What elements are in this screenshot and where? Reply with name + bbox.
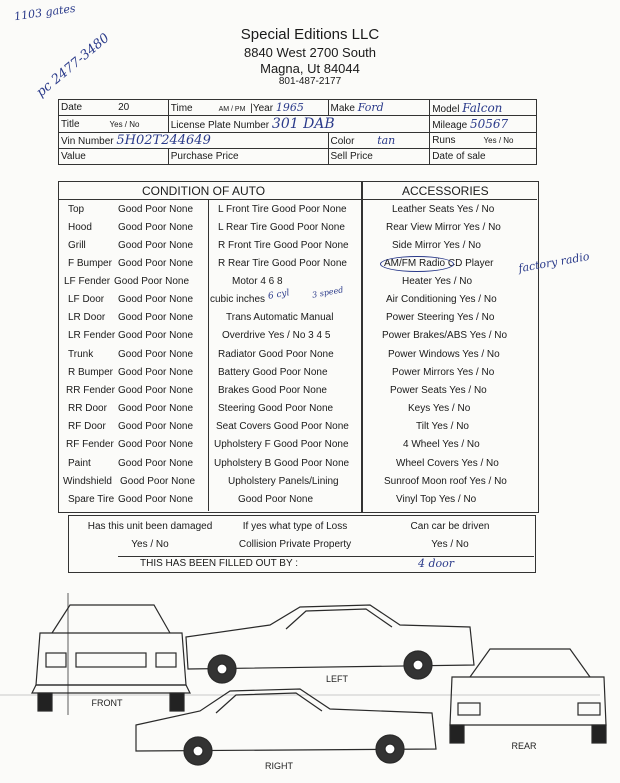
cond-right-item[interactable]: Trans Automatic Manual xyxy=(226,312,334,323)
rear-label: REAR xyxy=(511,741,537,751)
cond-item[interactable]: Windshield xyxy=(63,476,112,487)
cond-item[interactable]: RR Fender xyxy=(66,385,115,396)
accessory-item[interactable]: Side Mirror Yes / No xyxy=(392,240,481,251)
accessory-item[interactable]: Heater Yes / No xyxy=(402,276,473,287)
cond-right-item[interactable]: Upholstery B Good Poor None xyxy=(214,458,350,469)
cond-item[interactable]: RF Fender xyxy=(66,439,114,450)
accessory-item[interactable]: Power Steering Yes / No xyxy=(386,312,495,323)
rating-options[interactable]: Good Poor None xyxy=(118,330,194,341)
vin-cell[interactable]: Vin Number 5H02T244649 xyxy=(59,133,329,149)
accessories-title: ACCESSORIES xyxy=(402,184,489,198)
rating-options[interactable]: Good Poor None xyxy=(118,240,194,251)
accessory-item[interactable]: Rear View Mirror Yes / No xyxy=(386,222,501,233)
cond-right-item[interactable]: Motor 4 6 8 xyxy=(232,276,283,287)
purchase-price-cell[interactable]: Purchase Price xyxy=(168,149,328,165)
accessory-item[interactable]: Power Brakes/ABS Yes / No xyxy=(382,330,508,341)
cond-item[interactable]: RF Door xyxy=(68,421,106,432)
accessory-item[interactable]: Air Conditioning Yes / No xyxy=(386,294,497,305)
can-drive-yes-no[interactable]: Yes / No xyxy=(431,539,469,550)
rating-options[interactable]: Good Poor None xyxy=(118,421,194,432)
rating-options[interactable]: Good Poor None xyxy=(118,258,194,269)
side-note: pc 2477-3480 xyxy=(33,30,113,101)
cond-item[interactable]: Trunk xyxy=(68,349,94,360)
cond-right-item[interactable]: Steering Good Poor None xyxy=(218,403,334,414)
top-note: 1103 gates xyxy=(13,1,77,24)
rating-options[interactable]: Good Poor None xyxy=(118,367,194,378)
accessory-item[interactable]: Power Seats Yes / No xyxy=(390,385,487,396)
cond-item[interactable]: Paint xyxy=(68,458,91,469)
cond-item[interactable]: Top xyxy=(68,204,85,215)
color-cell[interactable]: Color tan xyxy=(328,133,430,149)
accessory-item[interactable]: Leather Seats Yes / No xyxy=(392,204,495,215)
make-cell[interactable]: Make Ford xyxy=(328,100,430,116)
cond-right-item[interactable]: Battery Good Poor None xyxy=(218,367,328,378)
rating-options[interactable]: Good Poor None xyxy=(118,494,194,505)
rating-options[interactable]: Good Poor None xyxy=(118,349,194,360)
mileage-cell[interactable]: Mileage 50567 xyxy=(430,116,537,133)
rating-options[interactable]: Good Poor None xyxy=(118,204,194,215)
trans-note: 3 speed xyxy=(311,285,344,300)
cond-right-item[interactable]: Radiator Good Poor None xyxy=(218,349,334,360)
damage-question: Has this unit been damaged xyxy=(87,521,213,532)
accessory-item[interactable]: Keys Yes / No xyxy=(408,403,471,414)
cond-right-item[interactable]: L Front Tire Good Poor None xyxy=(218,204,347,215)
signature: 4 door xyxy=(418,557,455,570)
condition-title: CONDITION OF AUTO xyxy=(142,184,266,198)
accessory-item[interactable]: Power Mirrors Yes / No xyxy=(392,367,495,378)
right-label: RIGHT xyxy=(265,761,293,771)
rating-options[interactable]: Good Poor None xyxy=(118,439,194,450)
time-cell[interactable]: Time AM / PM |Year 1965 xyxy=(168,100,328,116)
cond-right-item[interactable]: Good Poor None xyxy=(238,494,314,505)
date-of-sale-cell[interactable]: Date of sale xyxy=(430,149,537,165)
cond-item[interactable]: Spare Tire xyxy=(68,494,115,505)
title-cell[interactable]: Title Yes / No xyxy=(59,116,169,133)
car-diagram xyxy=(0,585,620,783)
cond-right-item[interactable]: L Rear Tire Good Poor None xyxy=(218,222,345,233)
sell-price-cell[interactable]: Sell Price xyxy=(328,149,430,165)
filled-out-by-label: THIS HAS BEEN FILLED OUT BY : xyxy=(140,558,299,569)
cond-right-item[interactable]: R Rear Tire Good Poor None xyxy=(218,258,347,269)
cond-item[interactable]: Grill xyxy=(68,240,86,251)
accessory-item[interactable]: Tilt Yes / No xyxy=(416,421,469,432)
left-label: LEFT xyxy=(325,674,349,684)
cond-item[interactable]: LF Fender xyxy=(64,276,111,287)
cond-right-item[interactable]: Brakes Good Poor None xyxy=(218,385,327,396)
loss-type-question: If yes what type of Loss xyxy=(242,521,348,532)
radio-note: factory radio xyxy=(517,249,591,276)
cond-right-item[interactable]: Seat Covers Good Poor None xyxy=(216,421,349,432)
cond-item[interactable]: Hood xyxy=(68,222,92,233)
accessory-item[interactable]: Vinyl Top Yes / No xyxy=(396,494,477,505)
rating-options[interactable]: Good Poor None xyxy=(118,458,194,469)
accessory-item[interactable]: Wheel Covers Yes / No xyxy=(396,458,499,469)
radio-circle xyxy=(380,256,454,272)
company-phone: 801-487-2177 xyxy=(278,76,342,87)
rating-options[interactable]: Good Poor None xyxy=(120,476,196,487)
date-cell[interactable]: Date 20 xyxy=(59,100,169,116)
loss-type-options[interactable]: Collision Private Property xyxy=(238,539,352,550)
company-city: Magna, Ut 84044 xyxy=(260,61,360,76)
rating-options[interactable]: Good Poor None xyxy=(118,294,194,305)
cond-item[interactable]: LR Fender xyxy=(68,330,116,341)
rating-options[interactable]: Good Poor None xyxy=(118,312,194,323)
accessory-item[interactable]: Sunroof Moon roof Yes / No xyxy=(384,476,507,487)
cond-item[interactable]: R Bumper xyxy=(68,367,114,378)
rating-options[interactable]: Good Poor None xyxy=(118,222,194,233)
accessory-item[interactable]: AM/FM Radio CD Player xyxy=(384,258,494,269)
company-name: Special Editions LLC xyxy=(240,26,380,43)
cond-right-item[interactable]: Upholstery Panels/Lining xyxy=(228,476,339,487)
damage-yes-no[interactable]: Yes / No xyxy=(131,539,169,550)
can-drive-question: Can car be driven xyxy=(410,521,490,532)
value-cell[interactable]: Value xyxy=(59,149,169,165)
motor-note: 6 cyl xyxy=(267,288,291,302)
rating-options[interactable]: Good Poor None xyxy=(118,385,194,396)
company-street: 8840 West 2700 South xyxy=(243,45,377,60)
cond-right-item[interactable]: Upholstery F Good Poor None xyxy=(214,439,349,450)
runs-cell[interactable]: Runs Yes / No xyxy=(430,133,537,149)
rating-options[interactable]: Good Poor None xyxy=(114,276,190,287)
cond-right-item[interactable]: R Front Tire Good Poor None xyxy=(218,240,349,251)
cond-item[interactable]: F Bumper xyxy=(68,258,112,269)
cond-right-item[interactable]: Overdrive Yes / No 3 4 5 xyxy=(222,330,331,341)
left-view-car[interactable] xyxy=(186,605,474,683)
cond-item[interactable]: LF Door xyxy=(68,294,105,305)
rating-options[interactable]: Good Poor None xyxy=(118,403,194,414)
cond-item[interactable]: RR Door xyxy=(68,403,107,414)
accessory-item[interactable]: Power Windows Yes / No xyxy=(388,349,500,360)
plate-cell[interactable]: License Plate Number 301 DAB xyxy=(168,116,429,133)
accessory-item[interactable]: 4 Wheel Yes / No xyxy=(403,439,480,450)
model-cell[interactable]: Model Falcon xyxy=(430,100,537,116)
front-label: FRONT xyxy=(91,698,123,708)
cond-item[interactable]: LR Door xyxy=(68,312,106,323)
vehicle-info-table xyxy=(58,99,537,165)
cond-right-item[interactable]: cubic inches xyxy=(210,294,266,305)
